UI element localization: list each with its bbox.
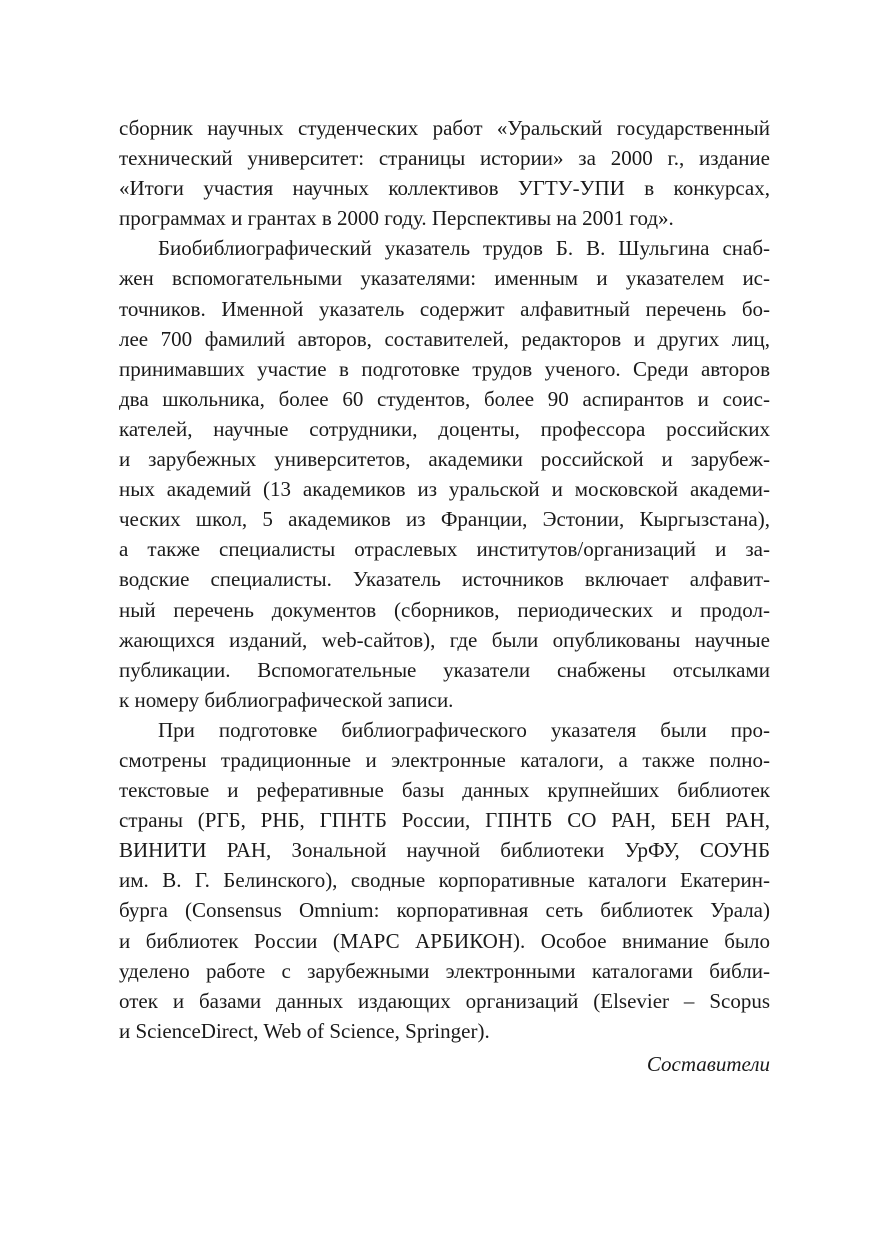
- text-line: кателей, научные сотрудники, доценты, профессора российских: [119, 416, 770, 441]
- text-line: и зарубежных университетов, академики российской и зарубеж-: [119, 447, 770, 472]
- text-line: ных академий (13 академиков из уральской и московской академи-: [119, 477, 770, 502]
- text-line: и ScienceDirect, Web of Science, Springer).: [119, 1018, 490, 1043]
- text-line: и библиотек России (МАРС АРБИКОН). Особое внимание было: [119, 928, 770, 953]
- text-line: публикации. Вспомогательные указатели снабжены отсылками: [119, 657, 770, 682]
- text-line: лее 700 фамилий авторов, составителей, редакторов и других лиц,: [119, 326, 770, 351]
- text-line: жен вспомогательными указателями: именным и указателем ис-: [119, 266, 770, 291]
- text-line: отек и базами данных издающих организаций (Elsevier – Scopus: [119, 988, 770, 1013]
- signature: Составители: [646, 1051, 770, 1076]
- text-line: бурга (Consensus Omnium: корпоративная сеть библиотек Урала): [119, 898, 770, 923]
- text-line: «Итоги участия научных коллективов УГТУ-УПИ в конкурсах,: [119, 176, 770, 201]
- text-line: программах и грантах в 2000 году. Перспективы на 2001 год».: [119, 206, 674, 231]
- text-line: ВИНИТИ РАН, Зональной научной библиотеки УрФУ, СОУНБ: [119, 838, 770, 863]
- text-line: страны (РГБ, РНБ, ГПНТБ России, ГПНТБ СО РАН, БЕН РАН,: [119, 808, 770, 833]
- text-line: Биобиблиографический указатель трудов Б. В. Шульгина снаб-: [158, 236, 770, 261]
- text-line: жающихся изданий, web-сайтов), где были опубликованы научные: [119, 627, 770, 652]
- text-line: принимавших участие в подготовке трудов ученого. Среди авторов: [119, 356, 770, 381]
- text-line: При подготовке библиографического указателя были про-: [158, 717, 770, 742]
- text-line: ный перечень документов (сборников, периодических и продол-: [119, 597, 770, 622]
- text-line: текстовые и реферативные базы данных крупнейших библиотек: [119, 778, 770, 803]
- text-line: два школьника, более 60 студентов, более 90 аспирантов и соис-: [119, 386, 770, 411]
- text-line: уделено работе с зарубежными электронными каталогами библи-: [119, 958, 770, 983]
- text-line: а также специалисты отраслевых институтов/организаций и за-: [119, 537, 770, 562]
- text-line: сборник научных студенческих работ «Уральский государственный: [119, 116, 770, 140]
- text-line: ческих школ, 5 академиков из Франции, Эстонии, Кыргызстана),: [119, 507, 770, 532]
- text-line: точников. Именной указатель содержит алфавитный перечень бо-: [119, 296, 770, 321]
- paragraph-1: [119, 113, 770, 233]
- paragraph-2: [119, 233, 770, 715]
- text-line: к номеру библиографической записи.: [119, 687, 454, 712]
- text-line: технический университет: страницы истории» за 2000 г., издание: [119, 146, 770, 171]
- text-line: водские специалисты. Указатель источников включает алфавит-: [119, 567, 770, 592]
- page-text: [119, 113, 770, 1079]
- text-line: им. В. Г. Белинского), сводные корпоративные каталоги Екатерин-: [119, 868, 770, 893]
- paragraph-3: [119, 715, 770, 1046]
- text-line: смотрены традиционные и электронные каталоги, а также полно-: [119, 747, 770, 772]
